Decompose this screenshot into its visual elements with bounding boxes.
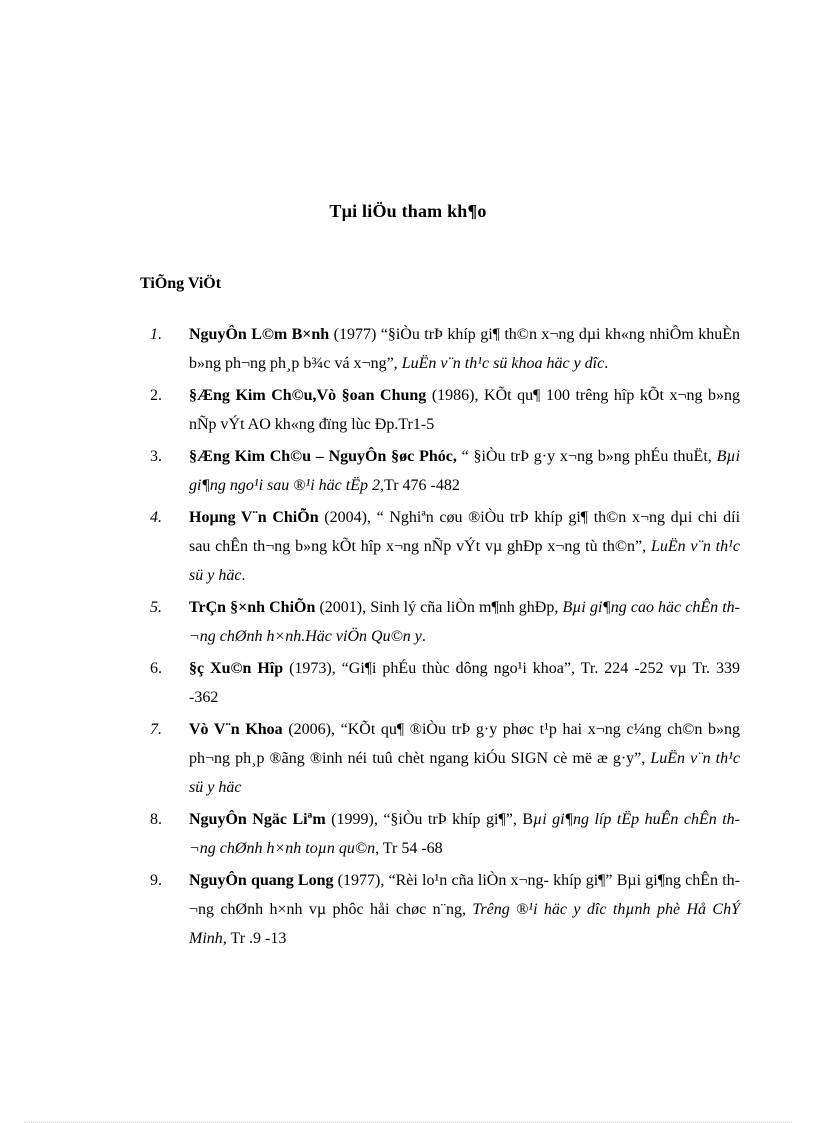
section-heading: TiÕng ViÖt	[140, 275, 222, 292]
reference-author: NguyÔn L©m B×nh	[189, 326, 330, 343]
reference-text: .	[604, 355, 609, 372]
reference-source: Bµi gi¶ng cao häc chÊn th¬ng chØnh h×nh.Häc viÖn Qu©n y	[189, 599, 740, 645]
reference-list	[150, 320, 740, 956]
reference-author: §Æng Kim Ch©u,Vò §oan Chung	[189, 387, 427, 404]
reference-source: µi gi¶ng líp tËp huÊn chÊn th¬ng chØnh h×nh toµn qu©n	[189, 811, 740, 857]
reference-text: .	[421, 628, 426, 645]
reference-source: LuËn v¨n th¹c sü y häc	[189, 538, 740, 584]
reference-number: 3.	[150, 448, 162, 465]
reference-number: 5.	[150, 599, 162, 616]
reference-text: .	[241, 567, 246, 584]
reference-author: NguyÔn quang Long	[189, 872, 334, 889]
reference-source: LuËn v¨n th¹c sü y häc	[189, 750, 740, 796]
reference-number: 8.	[150, 811, 162, 828]
reference-source: Trêng ®¹i häc y dîc thµnh phè Hå ChÝ Minh,	[189, 901, 740, 947]
reference-author: Hoµng V¨n ChiÕn	[189, 509, 319, 526]
reference-author: §ç Xu©n Hîp	[189, 660, 284, 677]
reference-text: (1973), “Gi¶i phÉu thùc dông ngo¹i khoa”, Tr. 224 -252 vµ Tr. 339 -362	[189, 660, 740, 706]
reference-number: 7.	[150, 721, 162, 738]
reference-text: (1986), KÕt qu¶ 100 trêng hîp kÕt x¬ng b»ng nÑp vÝt AO kh«ng đïng lùc Ðp.Tr1-5	[189, 387, 741, 433]
reference-number: 2.	[150, 387, 162, 404]
reference-item	[150, 866, 740, 953]
reference-number: 4.	[150, 509, 162, 526]
reference-author: TrÇn §×nh ChiÕn	[189, 599, 316, 616]
reference-text: “ §iÒu trÞ g·y x¬ng b»ng phÉu thuËt,	[456, 448, 717, 465]
reference-source: Bµi gi¶ng ngo¹i sau ®¹i häc tËp 2	[189, 448, 741, 494]
reference-text: (1977) “§iÒu trÞ khíp gi¶ th©n x¬ng dµi kh«ng nhiÔm khuÈn b»ng ph¬ng ph¸p b¾c vá x¬ng”,	[189, 326, 741, 372]
reference-item	[150, 381, 740, 439]
reference-author: §Æng Kim Ch©u – NguyÔn §øc Phóc,	[189, 448, 457, 465]
reference-number: 1.	[150, 326, 162, 343]
reference-text: (1999), “§iÒu trÞ khíp gi¶”, B	[325, 811, 534, 828]
reference-item	[150, 442, 740, 500]
reference-text: ,Tr 476 -482	[380, 477, 460, 494]
reference-text: , Tr 54 -68	[375, 840, 443, 857]
reference-author: Vò V¨n Khoa	[189, 721, 283, 738]
reference-item	[150, 805, 740, 863]
reference-text: (1977), “Rèi lo¹n cña liÒn x¬ng- khíp gi¶” Bµi gi¶ng chÊn th¬ng chØnh h×nh vµ phôc håi chøc n¨ng,	[189, 872, 741, 918]
reference-item	[150, 503, 740, 590]
reference-number: 9.	[150, 872, 162, 889]
reference-item	[150, 320, 740, 378]
reference-item	[150, 654, 740, 712]
reference-text: (2006), “KÕt qu¶ ®iÒu trÞ g·y phøc t¹p hai x¬ng c¼ng ch©n b»ng ph¬ng ph¸p ®ãng ®inh néi tuû chèt ngang kiÓu SIGN cè më æ g·y”,	[189, 721, 740, 767]
reference-number: 6.	[150, 660, 162, 677]
reference-text: (2001), Sinh lý cña liÒn m¶nh ghÐp,	[315, 599, 563, 616]
reference-item	[150, 593, 740, 651]
reference-source: LuËn v¨n th¹c sü khoa häc y dîc	[401, 355, 605, 372]
reference-item	[150, 715, 740, 802]
page-title: Tµi liÖu tham kh¶o	[329, 201, 487, 221]
reference-author: NguyÔn Ngäc Liªm	[189, 811, 326, 828]
reference-text: Tr .9 -13	[226, 930, 287, 947]
reference-text: (2004), “ Nghiªn cøu ®iÒu trÞ khíp gi¶ th©n x¬ng dµi chi díi sau chÊn th¬ng b»ng kÕt hîp x¬ng nÑp vÝt vµ ghÐp x¬ng tù th©n”,	[189, 509, 741, 555]
